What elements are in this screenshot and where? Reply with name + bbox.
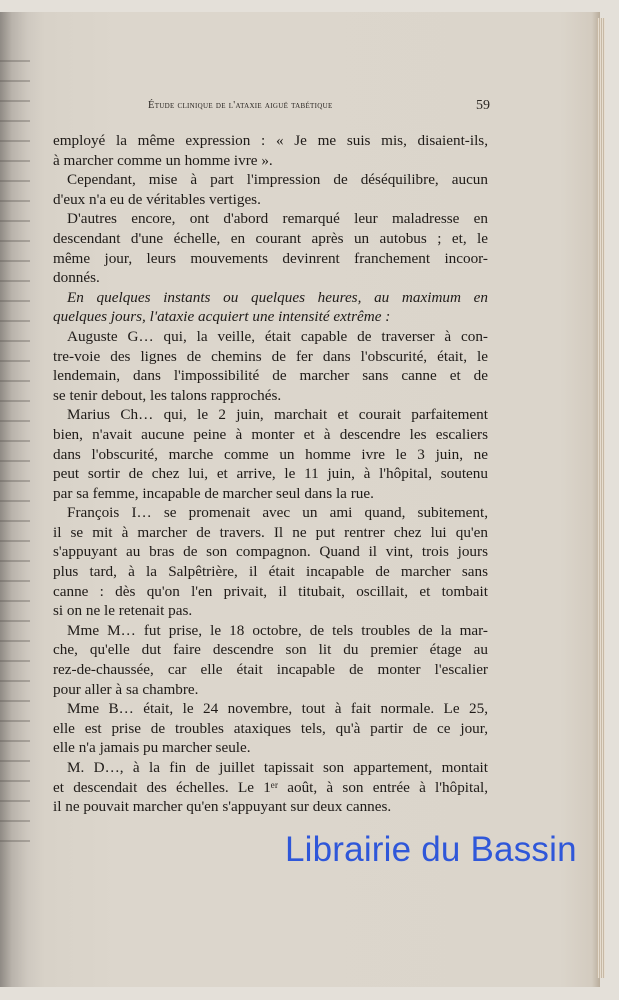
- text-line: plus tard, à la Salpêtrière, il était incapable de marcher sans: [53, 563, 488, 581]
- text-line: lendemain, dans l'impossibilité de marcher sans canne et de: [53, 367, 488, 385]
- text-line: elle n'a jamais pu marcher seule.: [53, 739, 251, 757]
- text-line: rez-de-chaussée, car elle était incapable de monter l'escalier: [53, 661, 488, 679]
- text-line: dans l'obscurité, marche comme un homme ivre le 3 juin, ne: [53, 445, 488, 463]
- text-line: Mme B… était, le 24 novembre, tout à fait normale. Le 25,: [67, 700, 488, 718]
- text-line: Marius Ch… qui, le 2 juin, marchait et courait parfaitement: [67, 406, 488, 424]
- text-line: descendant d'une échelle, en courant après un autobus ; et, le: [53, 229, 488, 247]
- text-line: pour aller à sa chambre.: [53, 680, 199, 698]
- text-line: Cependant, mise à part l'impression de déséquilibre, aucun: [67, 171, 488, 189]
- running-title: Étude clinique de l'ataxie aiguë tabétique: [148, 100, 333, 111]
- paragraph: [53, 170, 488, 209]
- text-line: Mme M… fut prise, le 18 octobre, de tels troubles de la mar-: [67, 621, 488, 639]
- text-line: Auguste G… qui, la veille, était capable de traverser à con-: [67, 327, 488, 345]
- text-line: se tenir debout, les talons rapprochés.: [53, 386, 282, 404]
- paragraph: [53, 405, 488, 503]
- paragraph: [53, 699, 488, 758]
- paragraph: [53, 288, 488, 327]
- page-number: 59: [476, 98, 490, 113]
- text-line: d'eux n'a eu de véritables vertiges.: [53, 190, 261, 208]
- gutter-shadow: [0, 60, 30, 860]
- paragraph: [53, 758, 488, 817]
- paragraph: [53, 131, 488, 170]
- text-line: M. D…, à la fin de juillet tapissait son appartement, montait: [67, 759, 488, 776]
- text-line: il se mit à marcher de travers. Il ne put rentrer chez lui qu'en: [53, 523, 488, 541]
- text-line: bien, n'avait aucune peine à monter et à descendre les escaliers: [53, 425, 488, 443]
- text-line: D'autres encore, ont d'abord remarqué leur maladresse en: [67, 210, 488, 228]
- text-line: peut sortir de chez lui, et arrive, le 11 juin, à l'hôpital, soutenu: [53, 465, 488, 483]
- paragraph: [53, 621, 488, 699]
- text-line: à marcher comme un homme ivre ».: [53, 151, 273, 169]
- text-line: tre-voie des lignes de chemins de fer dans l'obscurité, était, le: [53, 347, 488, 365]
- running-header: [53, 99, 490, 115]
- text-line: quelques jours, l'ataxie acquiert une intensité extrême :: [53, 308, 391, 326]
- text-line: il ne pouvait marcher qu'en s'appuyant sur deux cannes.: [53, 798, 392, 816]
- text-line: employé la même expression : « Je me suis mis, disaient-ils,: [53, 132, 488, 149]
- text-line: donnés.: [53, 269, 100, 287]
- page-edges: [597, 18, 605, 978]
- text-line: François I… se promenait avec un ami quand, subitement,: [67, 504, 488, 522]
- text-line: et descendait des échelles. Le 1ᵉʳ août, à son entrée à l'hôpital,: [53, 778, 488, 796]
- text-line: par sa femme, incapable de marcher seul dans la rue.: [53, 484, 374, 502]
- paragraph: [53, 209, 488, 287]
- text-line: s'appuyant au bras de son compagnon. Quand il vint, trois jours: [53, 543, 488, 561]
- paragraph: [53, 503, 488, 621]
- text-line: elle est prise de troubles ataxiques tels, qu'à partir de ce jour,: [53, 719, 488, 737]
- watermark: Librairie du Bassin: [285, 830, 577, 869]
- text-line: En quelques instants ou quelques heures, au maximum en: [67, 288, 488, 306]
- text-line: même jour, leurs mouvements devinrent franchement incoor-: [53, 249, 488, 267]
- text-line: che, qu'elle dut faire descendre son lit du premier étage au: [53, 641, 488, 659]
- paragraph: [53, 327, 488, 405]
- text-line: si on ne le retenait pas.: [53, 602, 193, 620]
- text-line: canne : dès qu'on l'en privait, il titubait, oscillait, et tombait: [53, 582, 488, 600]
- body-text: [53, 131, 488, 817]
